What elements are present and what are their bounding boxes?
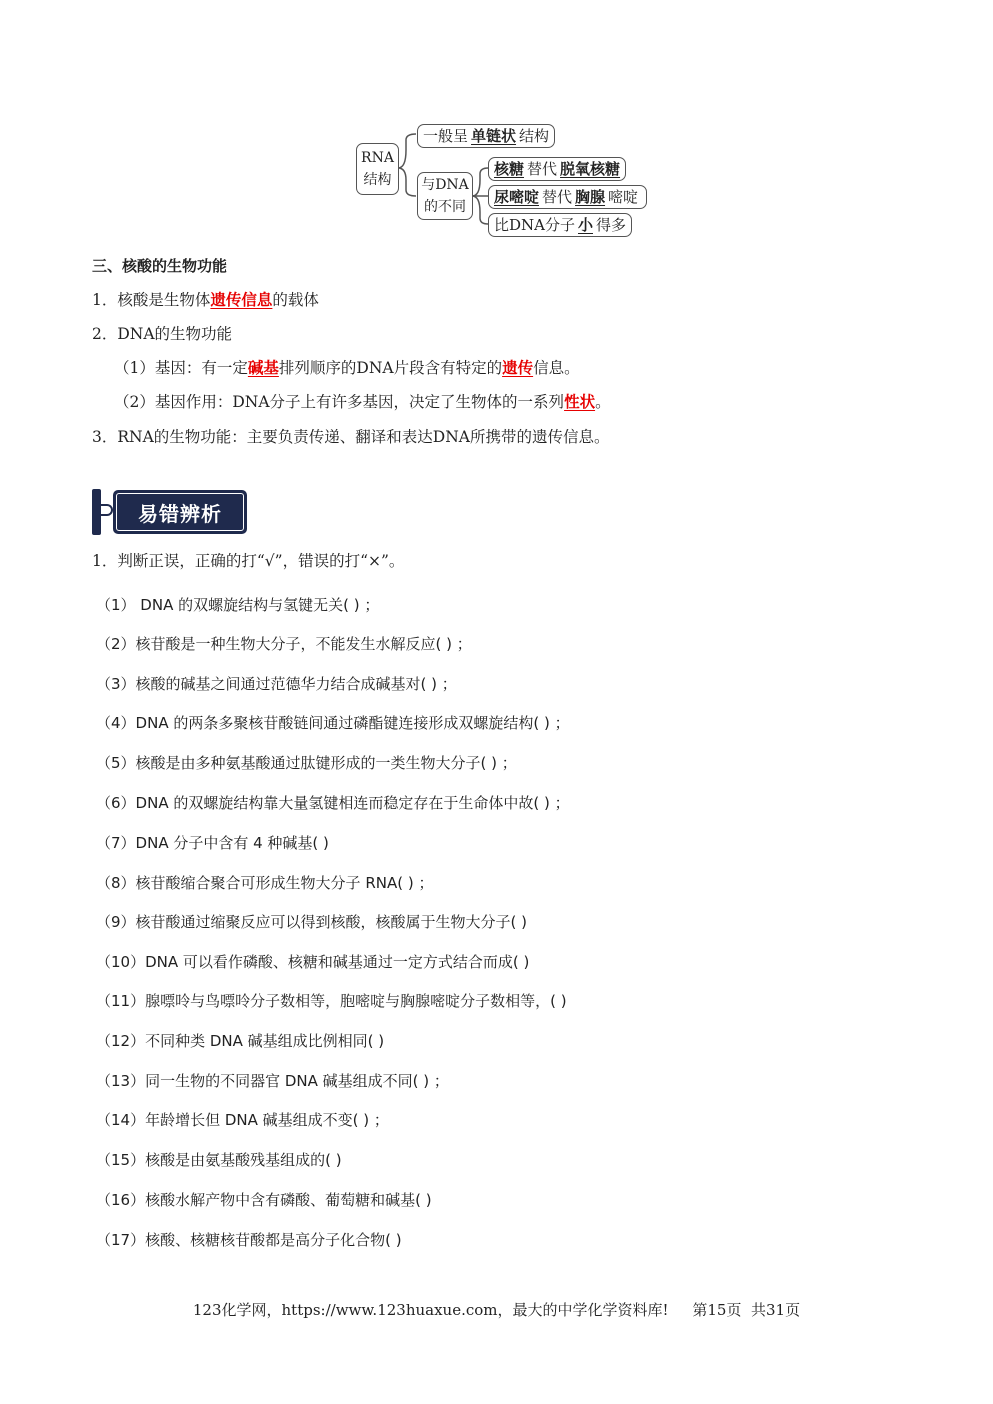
branch-bold: 单链状 (471, 127, 517, 145)
banner-title: 易错辨析 (116, 493, 244, 531)
diagram-diff-sugar (488, 157, 626, 181)
diagram-branch-structure (417, 124, 555, 148)
banner-link (101, 504, 113, 516)
sub1-pre: （1）基因：有一定 (114, 359, 248, 377)
page-footer: 123化学网，https://www.123huaxue.com，最大的中学化学资料库! 第15页 共31页 (192, 1301, 801, 1319)
question-9: （9）核苷酸通过缩聚反应可以得到核酸，核酸属于生物大分子( ) (96, 913, 528, 931)
item2-num: 2． (92, 325, 118, 343)
sub1-red2: 遗传 (502, 358, 534, 377)
diff-base-b1: 尿嘧啶 (494, 188, 540, 206)
question-6: （6）DNA 的双螺旋结构靠大量氢键相连而稳定存在于生命体中故( ) ； (96, 794, 570, 812)
question-10: （10）DNA 可以看作磷酸、核糖和碱基通过一定方式结合而成( ) (96, 953, 530, 971)
section3-item2 (92, 322, 232, 344)
sub1-red1: 碱基 (247, 358, 279, 377)
diff-size-suffix: 得多 (596, 216, 627, 234)
banner-box (113, 490, 247, 534)
question-17: （17）核酸、核糖核苷酸都是高分子化合物( ) (96, 1231, 402, 1249)
sub1-post: 信息。 (533, 359, 580, 377)
section3-item3 (92, 425, 610, 447)
diff-sugar-b2: 脱氧核糖 (560, 160, 621, 178)
question-13: （13）同一生物的不同器官 DNA 碱基组成不同( ) ； (96, 1072, 449, 1090)
diff-base-mid: 替代 (542, 188, 573, 206)
diff-sugar-b1: 核糖 (494, 160, 525, 178)
question-7: （7）DNA 分子中含有 4 种碱基( ) (96, 834, 329, 852)
diagram-diff-size (488, 213, 632, 237)
diff-sugar-mid: 替代 (527, 160, 558, 178)
section3-sub2 (114, 390, 611, 412)
question-5: （5）核酸是由多种氨基酸通过肽键形成的一类生物大分子( ) ； (96, 754, 517, 772)
item1-pre: 核酸是生物体 (117, 291, 211, 309)
item2-text: DNA的生物功能 (117, 325, 233, 343)
branch-suffix: 结构 (519, 127, 550, 145)
banner-side-bar (92, 489, 101, 535)
question-14: （14）年龄增长但 DNA 碱基组成不变( ) ； (96, 1111, 389, 1129)
item1-post: 的载体 (272, 291, 319, 309)
sub2-red: 性状 (564, 392, 596, 411)
item3-text: RNA的生物功能：主要负责传递、翻译和表达DNA所携带的遗传信息。 (117, 428, 610, 446)
sub2-pre: （2）基因作用：DNA分子上有许多基因，决定了生物体的一系列 (114, 393, 565, 411)
question-3: （3）核酸的碱基之间通过范德华力结合成碱基对( ) ； (96, 675, 457, 693)
section3-sub1 (114, 356, 580, 378)
diagram-branch-difference: 与DNA 的不同 (417, 172, 473, 220)
diagram-diff-base (488, 185, 647, 209)
question-4: （4）DNA 的两条多聚核苷酸链间通过磷酯键连接形成双螺旋结构( ) ； (96, 714, 570, 732)
question-15: （15）核酸是由氨基酸残基组成的( ) (96, 1151, 342, 1169)
question-12: （12）不同种类 DNA 碱基组成比例相同( ) (96, 1032, 385, 1050)
diff-base-b2: 胸腺 (575, 188, 606, 206)
diff-size-bold: 小 (577, 216, 593, 234)
diagram-root: RNA 结构 (356, 143, 399, 195)
question-8: （8）核苷酸缩合聚合可形成生物大分子 RNA( ) ； (96, 874, 434, 892)
item3-num: 3． (92, 428, 118, 446)
branch-prefix: 一般呈 (423, 127, 469, 145)
sub1-mid: 排列顺序的DNA片段含有特定的 (278, 359, 503, 377)
item1-num: 1． (92, 291, 118, 309)
question-2: （2）核苷酸是一种生物大分子，不能发生水解反应( ) ； (96, 635, 472, 653)
diff-base-suffix: 嘧啶 (608, 188, 639, 206)
section3-item1 (92, 288, 319, 310)
item1-red: 遗传信息 (210, 290, 273, 309)
exercise-intro: 1．判断正误，正确的打“√”，错误的打“×”。 (92, 552, 405, 570)
sub2-post: 。 (595, 393, 611, 411)
diff-size-prefix: 比DNA分子 (494, 216, 575, 234)
question-16: （16）核酸水解产物中含有磷酸、葡萄糖和碱基( ) (96, 1191, 432, 1209)
question-1: （1） DNA 的双螺旋结构与氢键无关( ) ； (96, 596, 380, 614)
section3-heading: 三、核酸的生物功能 (92, 257, 228, 275)
question-11: （11）腺嘌呤与鸟嘌呤分子数相等，胞嘧啶与胸腺嘧啶分子数相等，( ) (96, 992, 567, 1010)
